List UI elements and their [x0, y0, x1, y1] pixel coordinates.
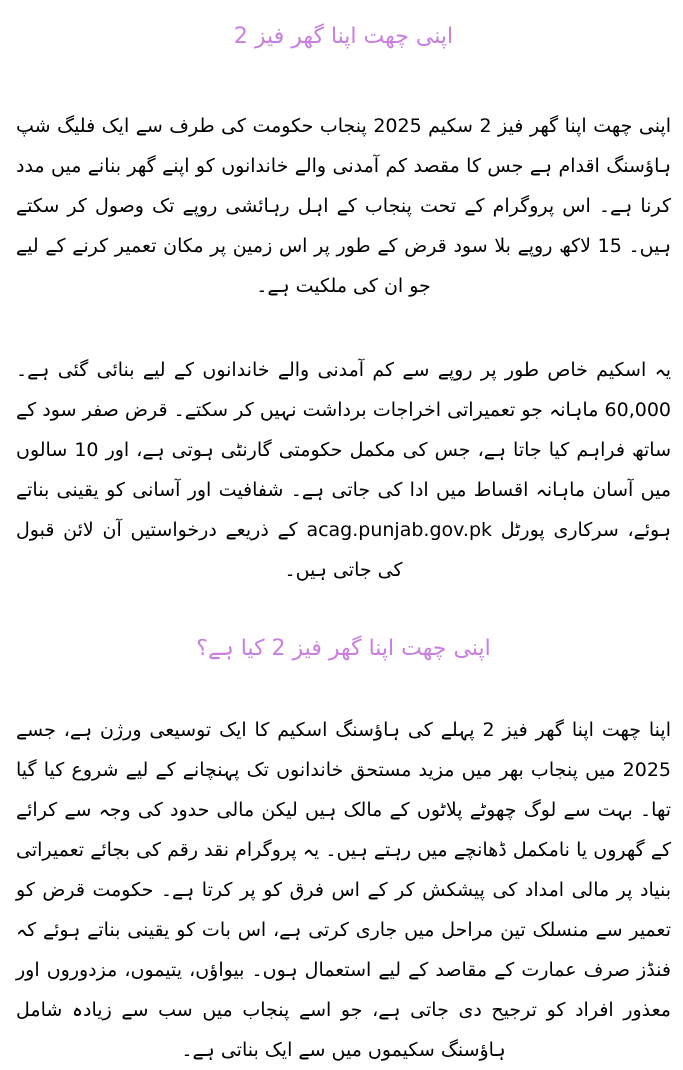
page-title: اپنی چھت اپنا گھر فیز 2	[233, 24, 454, 49]
what-is-paragraph: اپنا چھت اپنا گھر فیز 2 پہلے کی ہاؤسنگ اسکیم کا ایک توسیعی ورژن ہے، جسے 2025 میں پنجاب بھر میں مزید مستحق خاندانوں تک پہنچانے کے لیے شروع کیا گیا تھا۔ بہت سے لوگ چھوٹے پلاٹوں کے مالک ہیں لیکن مالی حدود کی وجہ سے کرائے کے گھروں یا نامکمل ڈھانچے میں رہتے ہیں۔ یہ پروگرام نقد رقم کی بجائے تعمیراتی بنیاد پر مالی امداد کی پیشکش کر کے اس فرق کو پر کرتا ہے۔ حکومت قرض کو تعمیر سے منسلک تین مراحل میں جاری کرتی ہے، اس بات کو یقینی بناتے ہوئے کہ فنڈز صرف عمارت کے مقاصد کے لیے استعمال ہوں۔ بیواؤں، یتیموں، مزدوروں اور معذور افراد کو ترجیح دی جاتی ہے، جو اسے پنجاب میں سب سے زیادہ شامل ہاؤسنگ سکیموں میں سے ایک بناتی ہے۔	[16, 719, 671, 1061]
intro-paragraph: اپنی چھت اپنا گھر فیز 2 سکیم 2025 پنجاب حکومت کی طرف سے ایک فلیگ شپ ہاؤسنگ اقدام ہے جس کا مقصد کم آمدنی والے خاندانوں کو اپنے گھر بنانے میں مدد کرنا ہے۔ اس پروگرام کے تحت پنجاب کے اہل رہائشی روپے تک وصول کر سکتے ہیں۔ 15 لاکھ روپے بلا سود قرض کے طور پر اس زمین پر مکان تعمیر کرنے کے لیے جو ان کی ملکیت ہے۔	[16, 115, 671, 297]
section-heading-what-is: اپنی چھت اپنا گھر فیز 2 کیا ہے؟	[196, 636, 491, 661]
eligibility-paragraph: یہ اسکیم خاص طور پر روپے سے کم آمدنی والے خاندانوں کے لیے بنائی گئی ہے۔ 60,000 ماہانہ جو تعمیراتی اخراجات برداشت نہیں کر سکتے۔ قرض صفر سود کے ساتھ فراہم کیا جاتا ہے، جس کی مکمل حکومتی گارنٹی ہوتی ہے، اور 10 سالوں میں آسان ماہانہ اقساط میں ادا کی جاتی ہے۔ شفافیت اور آسانی کو یقینی بناتے ہوئے، سرکاری پورٹل acag.punjab.gov.pk کے ذریعے درخواستیں آن لائن قبول کی جاتی ہیں۔	[16, 359, 671, 581]
